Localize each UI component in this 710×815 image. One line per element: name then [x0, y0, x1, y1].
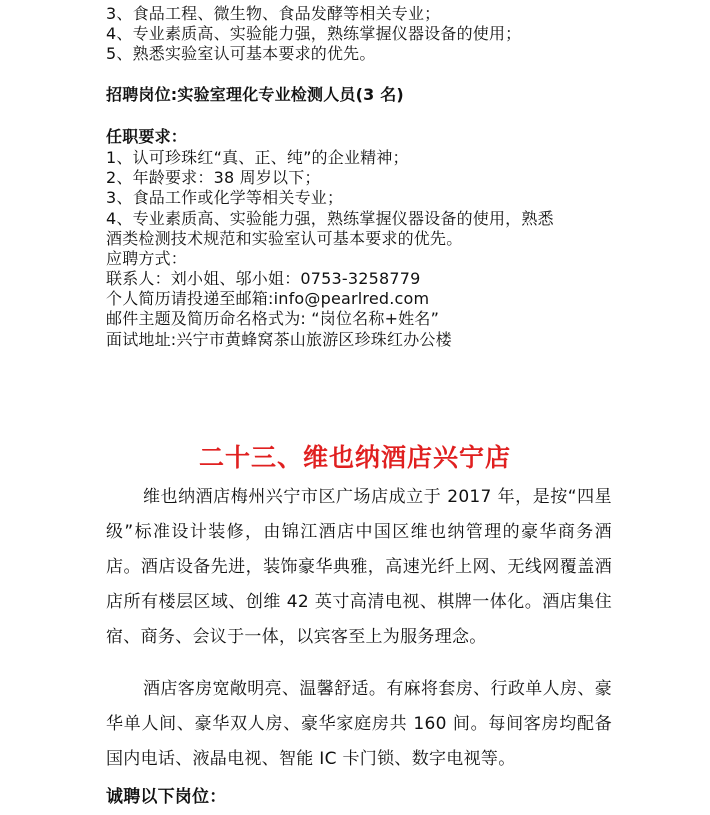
- subject-format-line: 邮件主题及简历命名格式为: “岗位名称+姓名”: [106, 309, 440, 328]
- position-title: 招聘岗位:实验室理化专业检测人员(3 名): [106, 85, 404, 104]
- contact-line: 联系人：刘小姐、邬小姐：0753-3258779: [106, 269, 421, 288]
- list-item: 4、专业素质高、实验能力强，熟练掌握仪器设备的使用；: [106, 24, 522, 43]
- address-line: 面试地址:兴宁市黄蜂窝茶山旅游区珍珠红办公楼: [106, 330, 452, 349]
- hiring-heading: 诚聘以下岗位：: [106, 787, 227, 807]
- email-line: 个人简历请投递至邮箱:info@pearlred.com: [106, 289, 430, 308]
- rooms-paragraph: 酒店客房宽敞明亮、温馨舒适。有麻将套房、行政单人房、豪华单人间、豪华双人房、豪华家庭房共 160 间。每间客房均配备国内电话、液晶电视、智能 IC 卡门锁、数字电视等。: [106, 679, 612, 769]
- list-item: 4、专业素质高、实验能力强，熟练掌握仪器设备的使用，熟悉: [106, 209, 554, 228]
- apply-heading: 应聘方式：: [106, 249, 188, 268]
- list-item: 1、认可珍珠红“真、正、纯”的企业精神；: [106, 148, 409, 167]
- list-item: 酒类检测技术规范和实验室认可基本要求的优先。: [106, 229, 463, 248]
- list-item: 2、年龄要求：38 周岁以下；: [106, 168, 321, 187]
- section-title: 二十三、维也纳酒店兴宁店: [198, 443, 511, 472]
- intro-paragraph: 维也纳酒店梅州兴宁市区广场店成立于 2017 年，是按“四星级”标准设计装修，由锦江酒店中国区维也纳管理的豪华商务酒店。酒店设备先进，装饰豪华典雅，高速光纤上网、无线网覆盖酒店所有楼层区域、创维 42 英寸高清电视、棋牌一体化。酒店集住宿、商务、会议于一体，以宾客至上为服务理念。: [106, 487, 612, 647]
- list-item: 3、食品工程、微生物、食品发酵等相关专业；: [106, 4, 441, 23]
- list-item: 5、熟悉实验室认可基本要求的优先。: [106, 44, 376, 63]
- requirements-heading: 任职要求：: [106, 127, 188, 146]
- list-item: 3、食品工作或化学等相关专业；: [106, 188, 344, 207]
